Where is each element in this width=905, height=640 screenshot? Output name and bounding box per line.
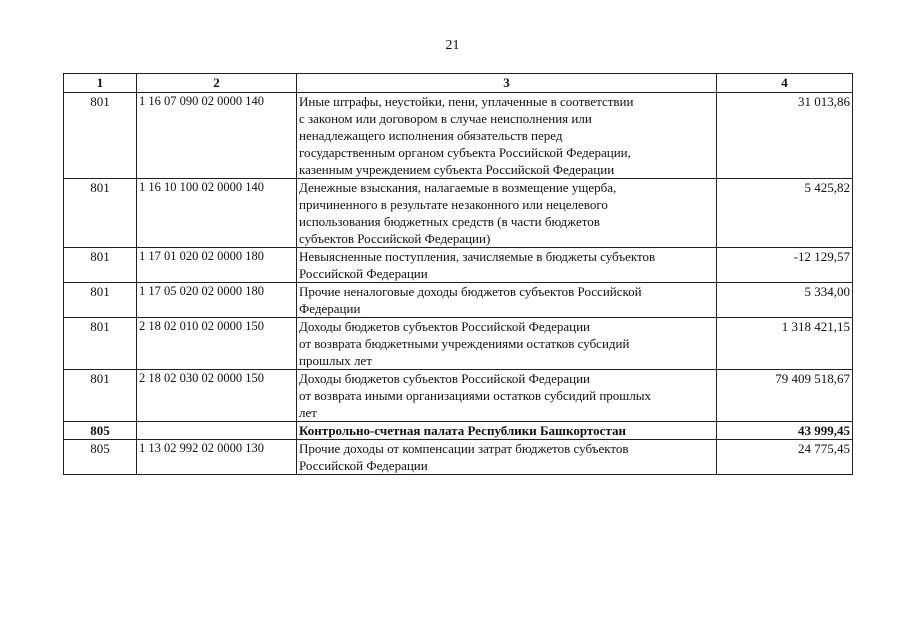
- budget-code-cell: 1 16 07 090 02 0000 140: [137, 93, 297, 179]
- budget-code-cell: 2 18 02 010 02 0000 150: [137, 318, 297, 370]
- amount-cell: 1 318 421,15: [717, 318, 853, 370]
- budget-code-cell: 2 18 02 030 02 0000 150: [137, 370, 297, 422]
- column-header-3: 3: [297, 74, 717, 93]
- column-header-1: 1: [64, 74, 137, 93]
- revenue-name-cell: Иные штрафы, неустойки, пени, уплаченные в соответствии с законом или договором в случае неисполнения или ненадлежащего исполнения обязательств перед государственным органом субъекта Российской Федерации, казенным учреждением субъекта Российской Федерации: [297, 93, 717, 179]
- budget-code-cell: 1 17 05 020 02 0000 180: [137, 283, 297, 318]
- table-row: [64, 283, 853, 318]
- column-header-4: 4: [717, 74, 853, 93]
- page-number: 21: [445, 38, 460, 53]
- table-row: [64, 93, 853, 179]
- admin-code-cell: 801: [64, 93, 137, 179]
- amount-cell: 5 334,00: [717, 283, 853, 318]
- amount-cell: 31 013,86: [717, 93, 853, 179]
- admin-code-cell: 805: [64, 422, 137, 440]
- admin-code-cell: 801: [64, 248, 137, 283]
- amount-cell: -12 129,57: [717, 248, 853, 283]
- revenue-name-cell: Прочие неналоговые доходы бюджетов субъектов Российской Федерации: [297, 283, 717, 318]
- admin-code-cell: 801: [64, 179, 137, 248]
- budget-code-cell: [137, 422, 297, 440]
- admin-code-cell: 805: [64, 440, 137, 475]
- amount-cell: 5 425,82: [717, 179, 853, 248]
- amount-cell: 79 409 518,67: [717, 370, 853, 422]
- revenue-name-cell: Невыясненные поступления, зачисляемые в бюджеты субъектов Российской Федерации: [297, 248, 717, 283]
- admin-code-cell: 801: [64, 370, 137, 422]
- table-row: [64, 248, 853, 283]
- table-header-row: [64, 74, 853, 93]
- table-row: [64, 318, 853, 370]
- amount-cell: 24 775,45: [717, 440, 853, 475]
- table-row: [64, 440, 853, 475]
- revenue-name-cell: Доходы бюджетов субъектов Российской Федерации от возврата иными организациями остатков субсидий прошлых лет: [297, 370, 717, 422]
- budget-code-cell: 1 16 10 100 02 0000 140: [137, 179, 297, 248]
- amount-cell: 43 999,45: [717, 422, 853, 440]
- revenue-name-cell: Контрольно-счетная палата Республики Башкортостан: [297, 422, 717, 440]
- budget-code-cell: 1 17 01 020 02 0000 180: [137, 248, 297, 283]
- column-header-2: 2: [137, 74, 297, 93]
- admin-code-cell: 801: [64, 283, 137, 318]
- table-row: [64, 370, 853, 422]
- table-row: [64, 179, 853, 248]
- admin-code-cell: 801: [64, 318, 137, 370]
- budget-code-cell: 1 13 02 992 02 0000 130: [137, 440, 297, 475]
- revenue-name-cell: Доходы бюджетов субъектов Российской Федерации от возврата бюджетными учреждениями остатков субсидий прошлых лет: [297, 318, 717, 370]
- revenue-name-cell: Денежные взыскания, налагаемые в возмещение ущерба, причиненного в результате незаконного или нецелевого использования бюджетных средств (в части бюджетов субъектов Российской Федерации): [297, 179, 717, 248]
- revenue-name-cell: Прочие доходы от компенсации затрат бюджетов субъектов Российской Федерации: [297, 440, 717, 475]
- budget-revenue-table: [63, 73, 853, 475]
- table-row-subtotal: [64, 422, 853, 440]
